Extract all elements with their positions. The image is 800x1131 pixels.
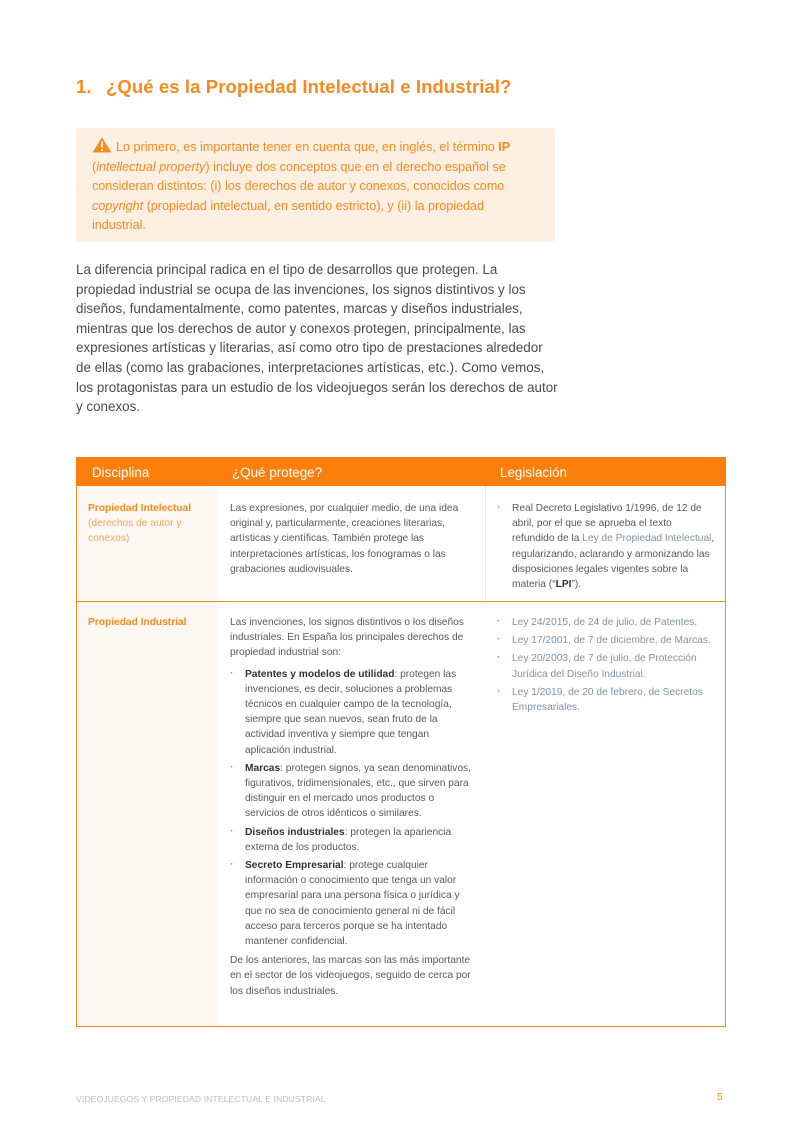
table-row-legislation <box>497 615 719 718</box>
note-callout <box>76 128 555 242</box>
header-legislation: Legislación <box>500 465 567 480</box>
item-desc: : protege cualquier información o conocimiento que tenga un valor empresarial para una persona física o jurídica y que no sea de conocimiento general ni de fácil acceso para terceros porque se ha intentado mantener confidencial. <box>245 860 460 948</box>
item-desc: : protegen signos, ya sean denominativos, figurativos, tridimensionales, etc., que sirven para distinguir en el mercado unos productos o servicios de otros idénticos o similares. <box>245 762 471 820</box>
legislation-item <box>497 501 715 592</box>
header-discipline: Disciplina <box>92 465 150 480</box>
table-row-protects <box>230 615 475 999</box>
section-heading <box>76 76 512 98</box>
legislation-text: Real Decreto Legislativo 1/1996, de 12 de abril, por el que se aprueba el texto refundido de la <box>512 503 702 545</box>
legislation-link[interactable]: · Ley 17/2001, de 7 de diciembre, de Marcas. <box>497 633 719 648</box>
table-row-protects: Las expresiones, por cualquier medio, de una idea original y, particularmente, creaciones literarias, artísticas y científicas. También protege las interpretaciones artísticas, los fonogramas o las grabaciones audiovisuales. <box>230 503 459 575</box>
row-divider <box>77 601 725 602</box>
callout-text: ) incluye dos conceptos que en el derecho español se consideran distintos: (i) los derechos de autor y conexos, conocidos como <box>92 159 506 193</box>
section-title: ¿Qué es la Propiedad Intelectual e Industrial? <box>106 76 512 97</box>
table-row-discipline: Propiedad Industrial <box>88 617 187 628</box>
item-term: Marcas <box>245 762 281 774</box>
legislation-text: ”). <box>571 579 582 591</box>
comparison-table <box>76 457 726 1027</box>
item-term: Secreto Empresarial <box>245 860 344 872</box>
callout-italic-term: copyright <box>92 198 144 213</box>
callout-bold-term: IP <box>498 140 511 154</box>
item-term: Patentes y modelos de utilidad <box>245 668 395 680</box>
discipline-column-bg <box>77 486 218 1026</box>
warning-triangle-icon <box>92 137 112 153</box>
item-desc: : protegen la apariencia externa de los productos. <box>245 826 452 853</box>
discipline-name: Propiedad Intelectual <box>88 503 192 514</box>
legislation-link[interactable]: · Ley 1/2019, de 20 de febrero, de Secretos Empresariales. <box>497 685 719 715</box>
protects-item <box>230 667 475 758</box>
legislation-abbrev: LPI <box>555 579 572 591</box>
protects-item <box>230 761 475 822</box>
table-header <box>76 457 726 486</box>
table-row-discipline <box>88 501 213 547</box>
intro-paragraph: La diferencia principal radica en el tipo de desarrollos que protegen. La propiedad industrial se ocupa de las invenciones, los signos distintivos y los diseños, fundamentalmente, como patentes, marcas y diseños industriales, mientras que los derechos de autor y conexos protegen, principalmente, las expresiones artísticas y literarias, así como otro tipo de prestaciones alrededor de ellas (como las grabaciones, interpretaciones artísticas, etc.). Como vemos, los protagonistas para un estudio de los videojuegos serán los derechos de autor y conexos. <box>76 262 558 415</box>
page-number: 5 <box>717 1092 723 1103</box>
item-term: Diseños industriales <box>245 826 345 838</box>
callout-text: (propiedad intelectual, en sentido estricto), y (ii) la propiedad industrial. <box>92 198 485 232</box>
item-desc: : protegen las invenciones, es decir, soluciones a problemas técnicos en cualquier campo de la tecnología, siempre que sean nuevos, sean fruto de la actividad inventiva y siempre que tengan aplicación industrial. <box>245 668 457 756</box>
column-divider <box>485 486 486 602</box>
protects-item <box>230 825 475 855</box>
protects-outro: De los anteriores, las marcas son las más importante en el sector de los videojuegos, seguido de cerca por los diseños industriales. <box>230 955 471 997</box>
section-number: 1. <box>76 76 92 97</box>
callout-italic-term: intellectual property <box>96 159 206 174</box>
legislation-link[interactable]: · Ley 20/2003, de 7 de julio, de Protección Jurídica del Diseño Industrial. <box>497 651 719 681</box>
header-protects: ¿Qué protege? <box>232 465 323 480</box>
callout-text: ( <box>92 159 97 174</box>
legislation-link[interactable]: · Ley 24/2015, de 24 de julio, de Patentes. <box>497 615 719 630</box>
legislation-text: , regularizando, aclarando y armonizando las disposiciones legales vigentes sobre la materia (“ <box>512 533 715 591</box>
protects-item <box>230 858 475 949</box>
discipline-subtitle: (derechos de autor y conexos) <box>88 518 182 545</box>
table-row-legislation <box>497 501 715 595</box>
protects-intro: Las invenciones, los signos distintivos o los diseños industriales. En España los principales derechos de propiedad industrial son: <box>230 617 464 659</box>
lpi-link[interactable]: Ley de Propiedad Intelectual <box>582 533 712 545</box>
callout-text: Lo primero, es importante tener en cuenta que, en inglés, el término <box>116 140 499 154</box>
footer-title: VIDEOJUEGOS Y PROPIEDAD INTELECTUAL E INDUSTRIAL <box>76 1094 326 1104</box>
